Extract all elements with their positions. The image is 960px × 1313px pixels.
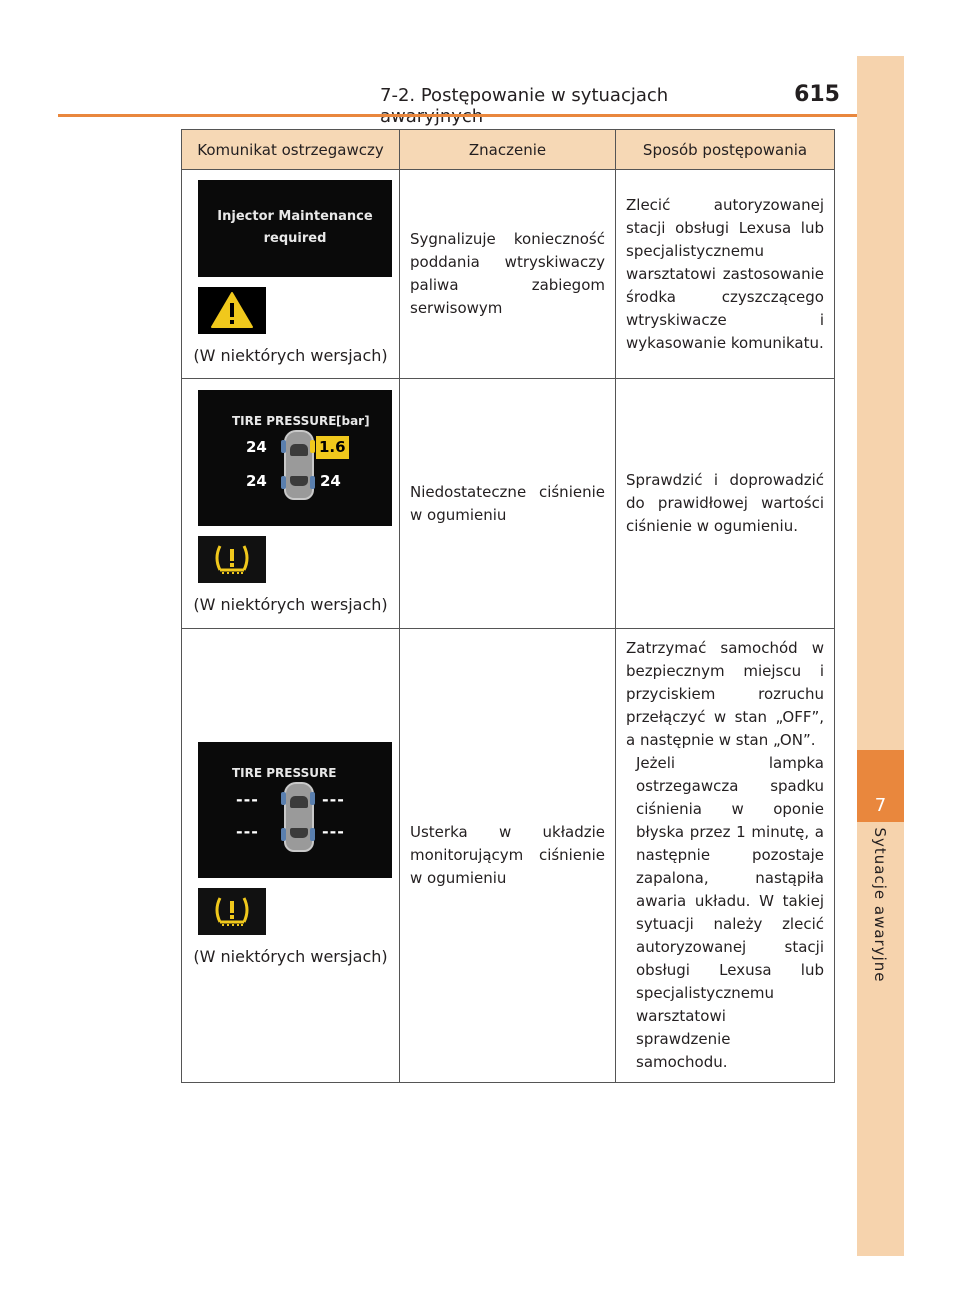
table-row	[182, 170, 835, 379]
tire-value-front-left: 24	[246, 437, 267, 456]
tire-value-front-right: 1.6	[316, 436, 349, 459]
header-rule	[58, 114, 857, 117]
warning-message-cell	[182, 629, 400, 1083]
display-title: TIRE PRESSURE	[232, 765, 337, 780]
tire-pressure-warning-icon	[198, 888, 266, 935]
tire-value-rear-right: ---	[322, 821, 345, 841]
tire-value-front-right: ---	[322, 789, 345, 809]
tire-pressure-display	[198, 742, 392, 878]
wheel-icon	[281, 476, 286, 489]
chapter-number-box	[857, 750, 904, 822]
wheel-icon	[310, 828, 315, 841]
wheel-icon	[281, 828, 286, 841]
meaning-cell: Usterka w układzie monitorującym ciśnienie w ogumieniu	[400, 629, 616, 1083]
section-title: 7-2. Postępowanie w sytuacjach	[380, 85, 669, 106]
warning-table	[181, 129, 835, 1083]
column-header: Komunikat ostrzegawczy	[182, 130, 400, 170]
display-unit: [bar]	[336, 413, 370, 428]
wheel-icon	[310, 476, 315, 489]
display-title: TIRE PRESSURE	[232, 413, 337, 428]
page-header	[380, 82, 840, 112]
wheel-icon	[310, 792, 315, 805]
table-header-row	[182, 130, 835, 170]
chapter-number: 7	[874, 795, 887, 816]
action-cell	[616, 629, 835, 1083]
variant-note: (W niektórych wersjach)	[193, 594, 388, 614]
action-cell: Zlecić autoryzowanej stacji obsługi Lexusa lub specjalistycznemu warsztatowi zastosowanie środka czyszczącego wtryskiwacze i wykasowanie komunikatu.	[616, 170, 835, 379]
tire-value-rear-right: 24	[320, 471, 341, 490]
action-cell: Sprawdzić i doprowadzić do prawidłowej wartości ciśnienie w ogumieniu.	[616, 379, 835, 629]
table-row	[182, 379, 835, 629]
action-text: Zatrzymać samochód w bezpiecznym miejscu i przyciskiem rozruchu przełączyć w stan „OFF”, a następnie w stan „ON”.	[626, 639, 824, 749]
page-number: 615	[794, 82, 840, 107]
chapter-label: Sytuacje awaryjne	[871, 827, 889, 983]
tire-value-rear-left: 24	[246, 471, 267, 490]
tire-value-rear-left: ---	[236, 821, 259, 841]
tire-value-front-left: ---	[236, 789, 259, 809]
tire-pressure-display	[198, 390, 392, 526]
action-note: Jeżeli lampka ostrzegawcza spadku ciśnienia w oponie błyska przez 1 minutę, a następnie pozostaje zapalona, nastąpiła awaria układu. W takiej sytuacji należy zlecić autoryzowanej stacji obsługi Lexusa lub specjalistycznemu warsztatowi sprawdzenie samochodu.	[636, 754, 824, 1071]
column-header: Sposób postępowania	[616, 130, 835, 170]
variant-note: (W niektórych wersjach)	[193, 946, 388, 966]
variant-note: (W niektórych wersjach)	[193, 345, 388, 365]
column-header: Znaczenie	[400, 130, 616, 170]
display-line: Injector Maintenance	[217, 208, 373, 224]
warning-triangle-icon	[198, 287, 266, 334]
table-row	[182, 629, 835, 1083]
wheel-icon	[310, 440, 315, 453]
tire-pressure-warning-icon	[198, 536, 266, 583]
meaning-cell: Sygnalizuje konieczność poddania wtryskiwaczy paliwa zabiegom serwisowym	[400, 170, 616, 379]
wheel-icon	[281, 792, 286, 805]
chapter-side-tab	[857, 56, 904, 1256]
display-line: required	[263, 230, 327, 246]
meaning-cell: Niedostateczne ciśnienie w ogumieniu	[400, 379, 616, 629]
warning-message-cell	[182, 379, 400, 629]
warning-message-cell	[182, 170, 400, 379]
injector-display	[198, 180, 392, 277]
wheel-icon	[281, 440, 286, 453]
